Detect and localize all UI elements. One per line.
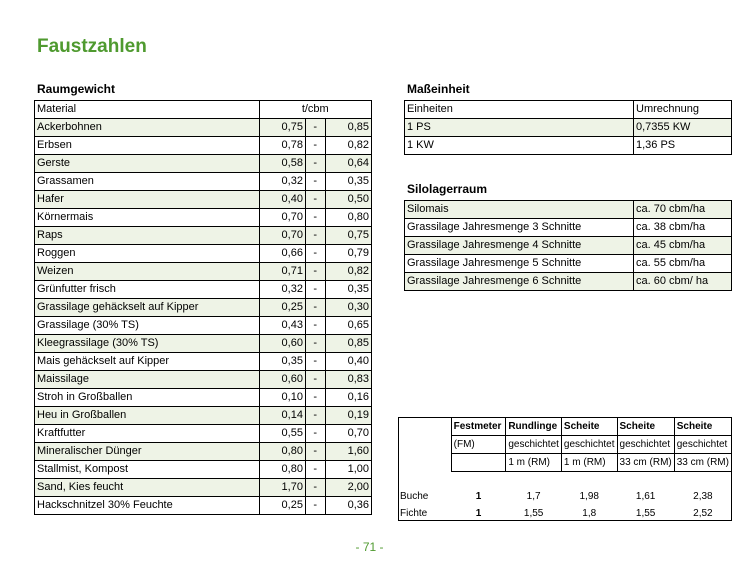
value-min: 0,60 <box>259 335 305 353</box>
holz-corner <box>398 418 451 436</box>
table-row <box>35 479 372 497</box>
range-separator: - <box>305 353 325 371</box>
range-separator: - <box>305 281 325 299</box>
value-max: 0,85 <box>325 335 371 353</box>
silo-value: ca. 45 cbm/ha <box>634 237 732 255</box>
value-min: 0,80 <box>259 443 305 461</box>
range-separator: - <box>305 299 325 317</box>
holz-header-cell: Scheite <box>674 418 731 436</box>
silo-name: Grassilage Jahresmenge 6 Schnitte <box>405 273 634 291</box>
material-name: Kraftfutter <box>35 425 260 443</box>
value-max: 0,83 <box>325 371 371 389</box>
value-min: 0,40 <box>259 191 305 209</box>
value-min: 0,58 <box>259 155 305 173</box>
value-min: 0,55 <box>259 425 305 443</box>
table-row <box>405 137 732 155</box>
material-name: Hafer <box>35 191 260 209</box>
table-row <box>35 263 372 281</box>
table-row <box>35 209 372 227</box>
wood-value: 1 <box>475 508 482 519</box>
range-separator: - <box>305 443 325 461</box>
material-name: Maissilage <box>35 371 260 389</box>
holz-header-cell: geschichtet <box>506 436 562 454</box>
value-max: 0,70 <box>325 425 371 443</box>
table-row <box>35 245 372 263</box>
holz-corner <box>398 454 451 472</box>
unit-name: 1 KW <box>405 137 634 155</box>
holz-header-cell: 1 m (RM) <box>561 454 617 472</box>
wood-value: 2,52 <box>693 508 713 519</box>
table-row <box>35 443 372 461</box>
value-min: 0,14 <box>259 407 305 425</box>
value-min: 0,60 <box>259 371 305 389</box>
table-row <box>35 281 372 299</box>
material-name: Roggen <box>35 245 260 263</box>
wood-name: Buche <box>400 491 429 502</box>
value-min: 0,70 <box>259 227 305 245</box>
holz-header-cell: 33 cm (RM) <box>617 454 674 472</box>
material-name: Grassilage (30% TS) <box>35 317 260 335</box>
holz-header-cell: Festmeter <box>451 418 506 436</box>
table-row <box>35 191 372 209</box>
material-name: Weizen <box>35 263 260 281</box>
table-row <box>398 505 732 522</box>
material-name: Mineralischer Dünger <box>35 443 260 461</box>
value-min: 0,35 <box>259 353 305 371</box>
table-row <box>405 273 732 291</box>
holz-header-row <box>398 454 732 472</box>
table-row <box>405 255 732 273</box>
range-separator: - <box>305 407 325 425</box>
range-separator: - <box>305 335 325 353</box>
material-name: Gerste <box>35 155 260 173</box>
range-separator: - <box>305 461 325 479</box>
material-name: Stroh in Großballen <box>35 389 260 407</box>
value-min: 0,32 <box>259 173 305 191</box>
table-header-row <box>405 101 732 119</box>
material-name: Stallmist, Kompost <box>35 461 260 479</box>
table-row <box>35 155 372 173</box>
material-name: Grassilage gehäckselt auf Kipper <box>35 299 260 317</box>
holz-header-cell: Scheite <box>617 418 674 436</box>
col-unit: t/cbm <box>259 101 371 119</box>
wood-value: 1,55 <box>523 508 544 519</box>
page-title: Faustzahlen <box>37 36 147 57</box>
table-row <box>405 219 732 237</box>
value-max: 2,00 <box>325 479 371 497</box>
table-row <box>35 497 372 515</box>
wood-name: Fichte <box>400 508 428 519</box>
table-row <box>398 488 732 505</box>
silo-name: Grassilage Jahresmenge 4 Schnitte <box>405 237 634 255</box>
holz-header-cell: geschichtet <box>617 436 674 454</box>
value-max: 0,82 <box>325 137 371 155</box>
value-max: 1,60 <box>325 443 371 461</box>
table-row <box>405 237 732 255</box>
silo-name: Silomais <box>405 201 634 219</box>
table-row <box>35 137 372 155</box>
table-row <box>35 227 372 245</box>
holz-header-cell: 33 cm (RM) <box>674 454 731 472</box>
value-min: 0,32 <box>259 281 305 299</box>
unit-conversion: 0,7355 KW <box>634 119 732 137</box>
wood-value: 1,98 <box>579 491 599 502</box>
material-name: Kleegrassilage (30% TS) <box>35 335 260 353</box>
value-max: 0,80 <box>325 209 371 227</box>
table-row <box>35 299 372 317</box>
wood-value: 1,55 <box>635 508 656 519</box>
range-separator: - <box>305 191 325 209</box>
unit-name: 1 PS <box>405 119 634 137</box>
range-separator: - <box>305 425 325 443</box>
col-material: Material <box>35 101 260 119</box>
value-min: 1,70 <box>259 479 305 497</box>
value-min: 0,25 <box>259 497 305 515</box>
table-row <box>35 407 372 425</box>
range-separator: - <box>305 173 325 191</box>
spacer-cell <box>398 472 732 489</box>
material-name: Sand, Kies feucht <box>35 479 260 497</box>
wood-value: 1,61 <box>635 491 656 502</box>
table-row <box>35 119 372 137</box>
material-name: Grünfutter frisch <box>35 281 260 299</box>
range-separator: - <box>305 227 325 245</box>
range-separator: - <box>305 263 325 281</box>
silo-name: Grassilage Jahresmenge 5 Schnitte <box>405 255 634 273</box>
value-min: 0,70 <box>259 209 305 227</box>
value-min: 0,43 <box>259 317 305 335</box>
range-separator: - <box>305 245 325 263</box>
table-header-row <box>35 101 372 119</box>
holz-table <box>398 417 732 522</box>
value-min: 0,80 <box>259 461 305 479</box>
material-name: Ackerbohnen <box>35 119 260 137</box>
silolagerraum-table <box>404 200 732 291</box>
material-name: Erbsen <box>35 137 260 155</box>
value-max: 0,65 <box>325 317 371 335</box>
range-separator: - <box>305 497 325 515</box>
range-separator: - <box>305 479 325 497</box>
value-max: 0,35 <box>325 281 371 299</box>
page-number: - 71 - <box>355 540 384 554</box>
range-separator: - <box>305 119 325 137</box>
material-name: Hackschnitzel 30% Feuchte <box>35 497 260 515</box>
silo-value: ca. 38 cbm/ha <box>634 219 732 237</box>
table-row <box>405 201 732 219</box>
holz-header-cell: 1 m (RM) <box>506 454 562 472</box>
holz-header-cell: geschichtet <box>674 436 731 454</box>
material-name: Raps <box>35 227 260 245</box>
table-row <box>35 317 372 335</box>
holz-header-row <box>398 436 732 454</box>
value-max: 1,00 <box>325 461 371 479</box>
value-min: 0,75 <box>259 119 305 137</box>
table-row <box>35 425 372 443</box>
table-row <box>35 353 372 371</box>
material-name: Grassamen <box>35 173 260 191</box>
holz-header-row <box>398 418 732 436</box>
table-row <box>35 173 372 191</box>
holz-spacer <box>398 472 732 489</box>
wood-value: 1,7 <box>526 491 541 502</box>
holz-header-cell: (FM) <box>451 436 506 454</box>
range-separator: - <box>305 155 325 173</box>
value-max: 0,82 <box>325 263 371 281</box>
table-row <box>405 119 732 137</box>
range-separator: - <box>305 389 325 407</box>
silo-value: ca. 55 cbm/ha <box>634 255 732 273</box>
value-min: 0,78 <box>259 137 305 155</box>
table-row <box>35 461 372 479</box>
value-min: 0,71 <box>259 263 305 281</box>
value-min: 0,66 <box>259 245 305 263</box>
value-max: 0,40 <box>325 353 371 371</box>
holz-header-cell: Scheite <box>561 418 617 436</box>
value-min: 0,25 <box>259 299 305 317</box>
material-name: Heu in Großballen <box>35 407 260 425</box>
raumgewicht-heading: Raumgewicht <box>37 82 116 96</box>
value-max: 0,36 <box>325 497 371 515</box>
value-max: 0,79 <box>325 245 371 263</box>
value-max: 0,16 <box>325 389 371 407</box>
holz-header-cell: geschichtet <box>561 436 617 454</box>
silo-value: ca. 70 cbm/ha <box>634 201 732 219</box>
holz-corner <box>398 436 451 454</box>
col-einheiten: Einheiten <box>405 101 634 119</box>
raumgewicht-table <box>34 100 372 515</box>
value-max: 0,75 <box>325 227 371 245</box>
table-row <box>35 389 372 407</box>
table-row <box>35 335 372 353</box>
silo-value: ca. 60 cbm/ ha <box>634 273 732 291</box>
range-separator: - <box>305 371 325 389</box>
material-name: Mais gehäckselt auf Kipper <box>35 353 260 371</box>
silo-name: Grassilage Jahresmenge 3 Schnitte <box>405 219 634 237</box>
table-row <box>35 371 372 389</box>
wood-value: 1 <box>475 491 482 502</box>
range-separator: - <box>305 317 325 335</box>
value-max: 0,30 <box>325 299 371 317</box>
masseinheit-heading: Maßeinheit <box>407 82 470 96</box>
value-max: 0,64 <box>325 155 371 173</box>
range-separator: - <box>305 137 325 155</box>
col-umrechnung: Umrechnung <box>634 101 732 119</box>
wood-value: 1,8 <box>582 508 597 519</box>
wood-value: 2,38 <box>693 491 713 502</box>
value-max: 0,19 <box>325 407 371 425</box>
holz-header-cell <box>451 454 506 472</box>
range-separator: - <box>305 209 325 227</box>
material-name: Körnermais <box>35 209 260 227</box>
value-max: 0,35 <box>325 173 371 191</box>
silolagerraum-heading: Silolagerraum <box>407 182 488 196</box>
holz-header-cell: Rundlinge <box>506 418 562 436</box>
value-min: 0,10 <box>259 389 305 407</box>
unit-conversion: 1,36 PS <box>634 137 732 155</box>
value-max: 0,85 <box>325 119 371 137</box>
masseinheit-table <box>404 100 732 155</box>
value-max: 0,50 <box>325 191 371 209</box>
